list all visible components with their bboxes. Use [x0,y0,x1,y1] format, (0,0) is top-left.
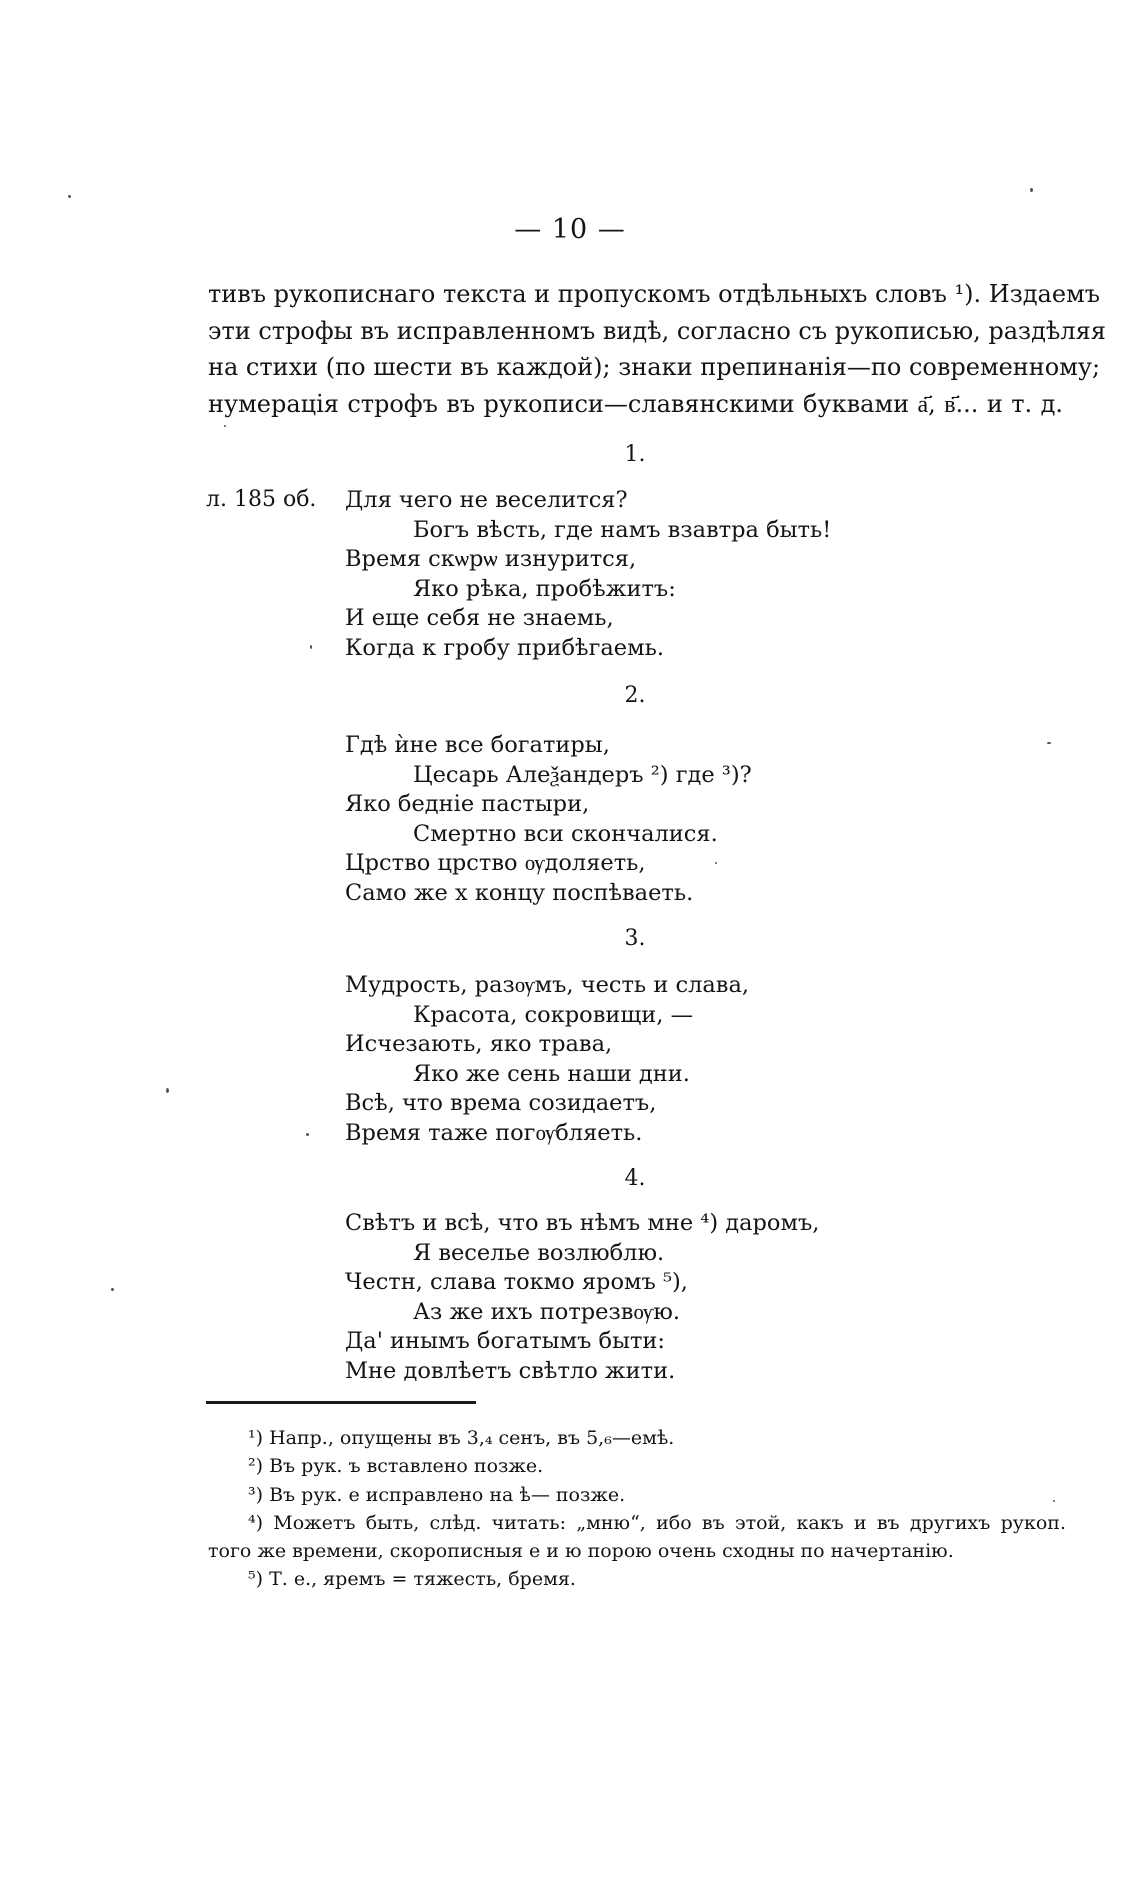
footnotes [208,1424,1066,1594]
footnote-continuation: того же времени, скорописныя е и ю порою очень сходны по начертанію. [208,1540,954,1563]
stanza-2 [345,731,752,908]
intro-line: на стихи (по шести въ каждой); знаки препинанія—по современному; [208,353,1101,381]
verse-line: Яко же сень наши дни. [413,1060,690,1087]
stanza-4 [345,1209,819,1386]
verse-line: Для чего не веселится? [345,487,628,513]
scan-speck [1047,742,1051,744]
verse-line: Свѣтъ и всѣ, что въ нѣмъ мне ⁴) даромъ, [345,1210,820,1236]
verse-line: Да' инымъ богатымъ быти: [345,1328,666,1354]
verse-line: Мудрость, разѹмъ, честь и слава, [345,972,750,998]
verse-line: Смертно вси скончалися. [413,820,718,847]
verse-line: Црство црство ѹдоляеть, [345,850,646,876]
verse-line: Яко рѣка, пробѣжитъ: [413,575,676,602]
scan-speck [224,425,226,427]
scan-speck [306,1133,309,1136]
scan-speck [68,195,71,198]
verse-line: Цесарь Алеѯандеръ ²) где ³)? [413,761,752,788]
verse-line: Время таже погѹбляеть. [345,1119,643,1146]
stanza-number: 4. [624,1166,646,1191]
verse-line: Красота, сокровищи, — [413,1001,694,1028]
verse-line: Мне довлѣетъ свѣтло жити. [345,1357,676,1384]
stanza-1 [345,486,831,663]
footnote: ⁵) Т. е., яремъ = тяжесть, бремя. [248,1568,576,1591]
verse-line: Гдѣ ѝне все богатиры, [345,732,610,758]
stanza-number: 3. [624,926,646,951]
verse-line: Всѣ, что врема созидаетъ, [345,1090,657,1116]
scan-speck [1053,1500,1055,1502]
intro-line: тивъ рукописнаго текста и пропускомъ отдѣльныхъ словъ ¹). Издаемъ [208,280,1101,308]
page-number: — 10 — [514,214,626,245]
stanza-number: 2. [624,683,646,708]
footnote: ⁴) Можетъ быть, слѣд. читать: „мню“, ибо въ этой, какъ и въ другихъ рукоп. [248,1511,1066,1534]
intro-line: нумерація строфъ въ рукописи—славянскими буквами а҃, в҃... и т. д. [208,389,1063,418]
stanza-3 [345,971,749,1148]
footnote: ¹) Напр., опущены въ 3,₄ сенъ, въ 5,₆—емѣ. [248,1427,675,1449]
verse-line: Время скѡрѡ изнурится, [345,546,637,572]
verse-line: Богъ вѣсть, где намъ взавтра быть! [413,516,832,543]
verse-line: Само же х концу поспѣваеть. [345,879,694,906]
scan-speck [166,1088,169,1093]
margin-note: л. 185 об. [206,487,317,512]
scan-speck [1030,188,1033,192]
footnote-rule [206,1401,476,1404]
verse-line: Яко бедніе пастыри, [345,791,590,817]
verse-line: Когда к гробу прибѣгаемь. [345,634,664,661]
scan-speck [715,862,717,864]
verse-line: И еще себя не знаемь, [345,605,614,631]
footnote: ³) Въ рук. е исправлено на ѣ— позже. [248,1483,626,1506]
intro-line: эти строфы въ исправленномъ видѣ, согласно съ рукописью, раздѣляя [208,316,1106,345]
stanza-number: 1. [624,442,646,467]
scan-speck [111,1288,114,1291]
intro-paragraph [208,276,1106,422]
verse-line: Я веселье возлюблю. [413,1239,665,1266]
scan-speck [310,645,312,649]
verse-line: Аз же ихъ потрезвѹю. [413,1298,680,1325]
footnote: ²) Въ рук. ъ вставлено позже. [248,1455,544,1478]
verse-line: Честн, слава токмо яромъ ⁵), [345,1269,688,1295]
verse-line: Исчезають, яко трава, [345,1031,613,1057]
